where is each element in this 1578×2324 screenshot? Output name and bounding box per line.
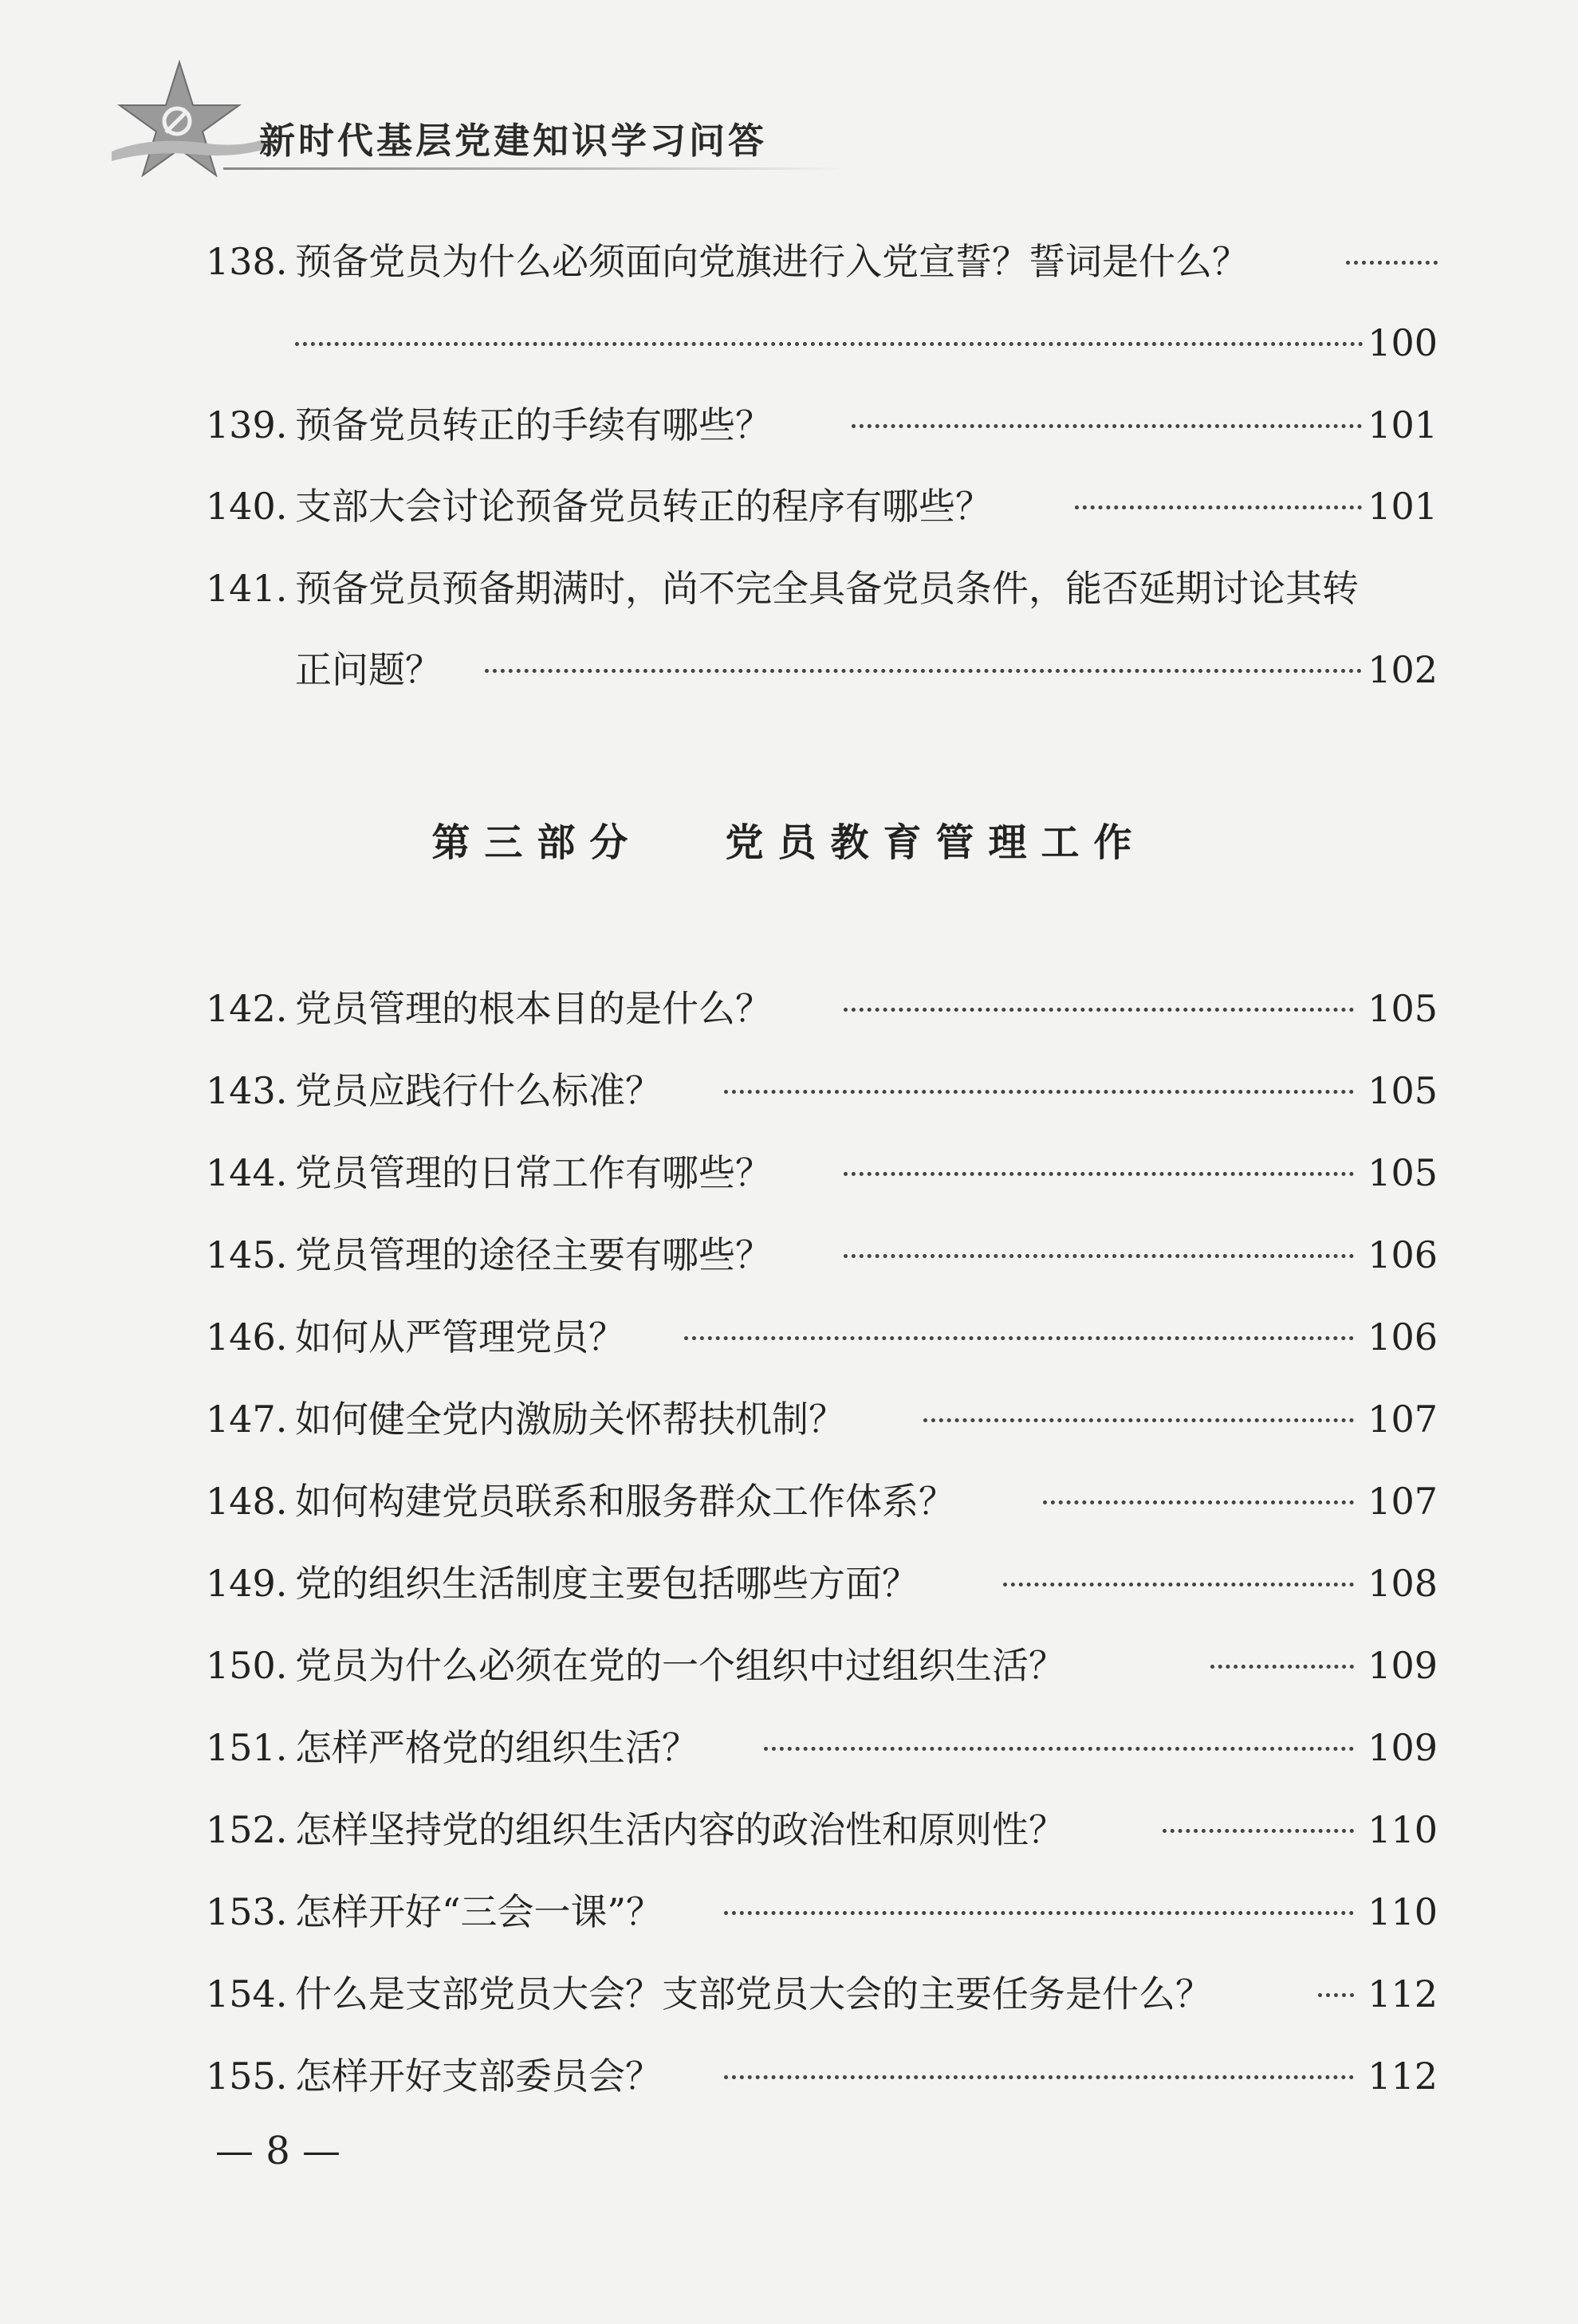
dot-leader (764, 1747, 1354, 1751)
entry-page: 101 (1367, 403, 1438, 446)
book-title: 新时代基层党建知识学习问答 (259, 120, 768, 162)
toc-entry[interactable] (206, 981, 1438, 1036)
dot-leader (1075, 505, 1362, 509)
entry-title: 怎样开好支部委员会？ (295, 2055, 662, 2098)
section-heading: 第三部分 党员教育管理工作 (431, 820, 1147, 865)
entry-title: 支部大会讨论预备党员转正的程序有哪些？ (295, 485, 992, 528)
entry-number: 144. (206, 1151, 288, 1194)
toc-entry[interactable] (206, 2048, 1438, 2104)
entry-number: 153. (206, 1890, 288, 1933)
entry-number: 140. (206, 485, 288, 528)
entry-number: 151. (206, 1726, 288, 1769)
entry-page: 106 (1367, 1315, 1438, 1359)
entry-page: 107 (1367, 1398, 1438, 1441)
page-header (104, 56, 805, 183)
dot-leader (852, 424, 1362, 428)
entry-title: 怎样严格党的组织生活？ (295, 1726, 698, 1769)
entry-title-continuation: 正问题？ (295, 648, 442, 691)
toc-entry[interactable] (206, 1309, 1438, 1365)
toc-entry[interactable] (206, 397, 1438, 453)
entry-number: 149. (206, 1562, 288, 1605)
dot-leader (295, 342, 1364, 346)
toc-entry[interactable] (206, 1555, 1438, 1611)
toc-entry-continuation[interactable] (206, 315, 1438, 371)
entry-number: 142. (206, 987, 288, 1030)
dot-leader (724, 1090, 1354, 1094)
toc-entry[interactable] (206, 1720, 1438, 1775)
entry-number: 139. (206, 403, 288, 446)
entry-page: 109 (1367, 1644, 1438, 1687)
entry-number: 143. (206, 1069, 288, 1112)
dot-leader (923, 1418, 1354, 1422)
party-star-emblem-icon (104, 56, 263, 183)
dot-leader (724, 2075, 1354, 2079)
entry-title: 党员管理的根本目的是什么？ (295, 987, 772, 1030)
entry-page: 105 (1367, 987, 1438, 1030)
entry-page: 106 (1367, 1233, 1438, 1276)
dot-leader (485, 669, 1362, 673)
entry-title: 预备党员转正的手续有哪些？ (295, 403, 772, 446)
entry-page: 102 (1367, 648, 1438, 691)
entry-title: 预备党员预备期满时，尚不完全具备党员条件，能否延期讨论其转 (295, 567, 1359, 610)
entry-page: 109 (1367, 1726, 1438, 1769)
entry-page: 107 (1367, 1480, 1438, 1523)
entry-number: 154. (206, 1972, 288, 2015)
entry-number: 150. (206, 1644, 288, 1687)
entry-page: 110 (1367, 1808, 1438, 1851)
dot-leader (1318, 1993, 1354, 1997)
dot-leader (844, 1254, 1354, 1258)
entry-page: 105 (1367, 1069, 1438, 1112)
entry-number: 147. (206, 1398, 288, 1441)
entry-number: 146. (206, 1315, 288, 1359)
entry-page: 112 (1367, 1972, 1438, 2015)
dot-leader (1210, 1665, 1354, 1669)
toc-entry[interactable] (206, 1638, 1438, 1693)
dot-leader (684, 1336, 1354, 1340)
dot-leader (1043, 1500, 1354, 1504)
entry-title: 党员为什么必须在党的一个组织中过组织生活？ (295, 1644, 1065, 1687)
entry-page: 105 (1367, 1151, 1438, 1194)
entry-title: 怎样开好“三会一课”？ (295, 1890, 663, 1933)
entry-page: 112 (1367, 2055, 1438, 2098)
toc-entry[interactable] (206, 1145, 1438, 1201)
page-number: — 8 — (215, 2129, 341, 2173)
entry-title: 党的组织生活制度主要包括哪些方面？ (295, 1562, 919, 1605)
dot-leader (844, 1008, 1354, 1012)
dot-leader (724, 1911, 1354, 1915)
entry-title: 党员应践行什么标准？ (295, 1069, 662, 1112)
toc-entry[interactable] (206, 1966, 1438, 2022)
entry-number: 148. (206, 1480, 288, 1523)
toc-entry[interactable] (206, 1473, 1438, 1529)
entry-number: 155. (206, 2055, 288, 2098)
entry-number: 141. (206, 567, 288, 610)
toc-entry[interactable] (206, 1884, 1438, 1940)
entry-page: 108 (1367, 1562, 1438, 1605)
entry-title: 如何从严管理党员？ (295, 1315, 625, 1359)
entry-title: 如何构建党员联系和服务群众工作体系？ (295, 1480, 955, 1523)
entry-title: 党员管理的途径主要有哪些？ (295, 1233, 772, 1276)
toc-entry[interactable] (206, 1063, 1438, 1119)
dot-leader (1003, 1583, 1354, 1587)
entry-title: 怎样坚持党的组织生活内容的政治性和原则性？ (295, 1808, 1065, 1851)
dot-leader (1346, 261, 1438, 265)
entry-page: 100 (1367, 321, 1438, 364)
entry-title: 预备党员为什么必须面向党旗进行入党宣誓？誓词是什么？ (295, 240, 1249, 283)
toc-entry[interactable] (206, 234, 1438, 289)
entry-title: 党员管理的日常工作有哪些？ (295, 1151, 772, 1194)
toc-entry-continuation[interactable] (206, 642, 1438, 698)
toc-entry[interactable] (206, 560, 1438, 616)
entry-number: 138. (206, 240, 288, 283)
dot-leader (1163, 1829, 1354, 1833)
entry-page: 101 (1367, 485, 1438, 528)
toc-entry[interactable] (206, 1391, 1438, 1447)
entry-number: 152. (206, 1808, 288, 1851)
entry-page: 110 (1367, 1890, 1438, 1933)
toc-entry[interactable] (206, 1802, 1438, 1858)
toc-entry[interactable] (206, 1227, 1438, 1283)
entry-title: 什么是支部党员大会？支部党员大会的主要任务是什么？ (295, 1972, 1212, 2015)
entry-number: 145. (206, 1233, 288, 1276)
dot-leader (844, 1172, 1354, 1176)
toc-entry[interactable] (206, 478, 1438, 534)
header-rule (223, 167, 845, 170)
entry-title: 如何健全党内激励关怀帮扶机制？ (295, 1398, 845, 1441)
